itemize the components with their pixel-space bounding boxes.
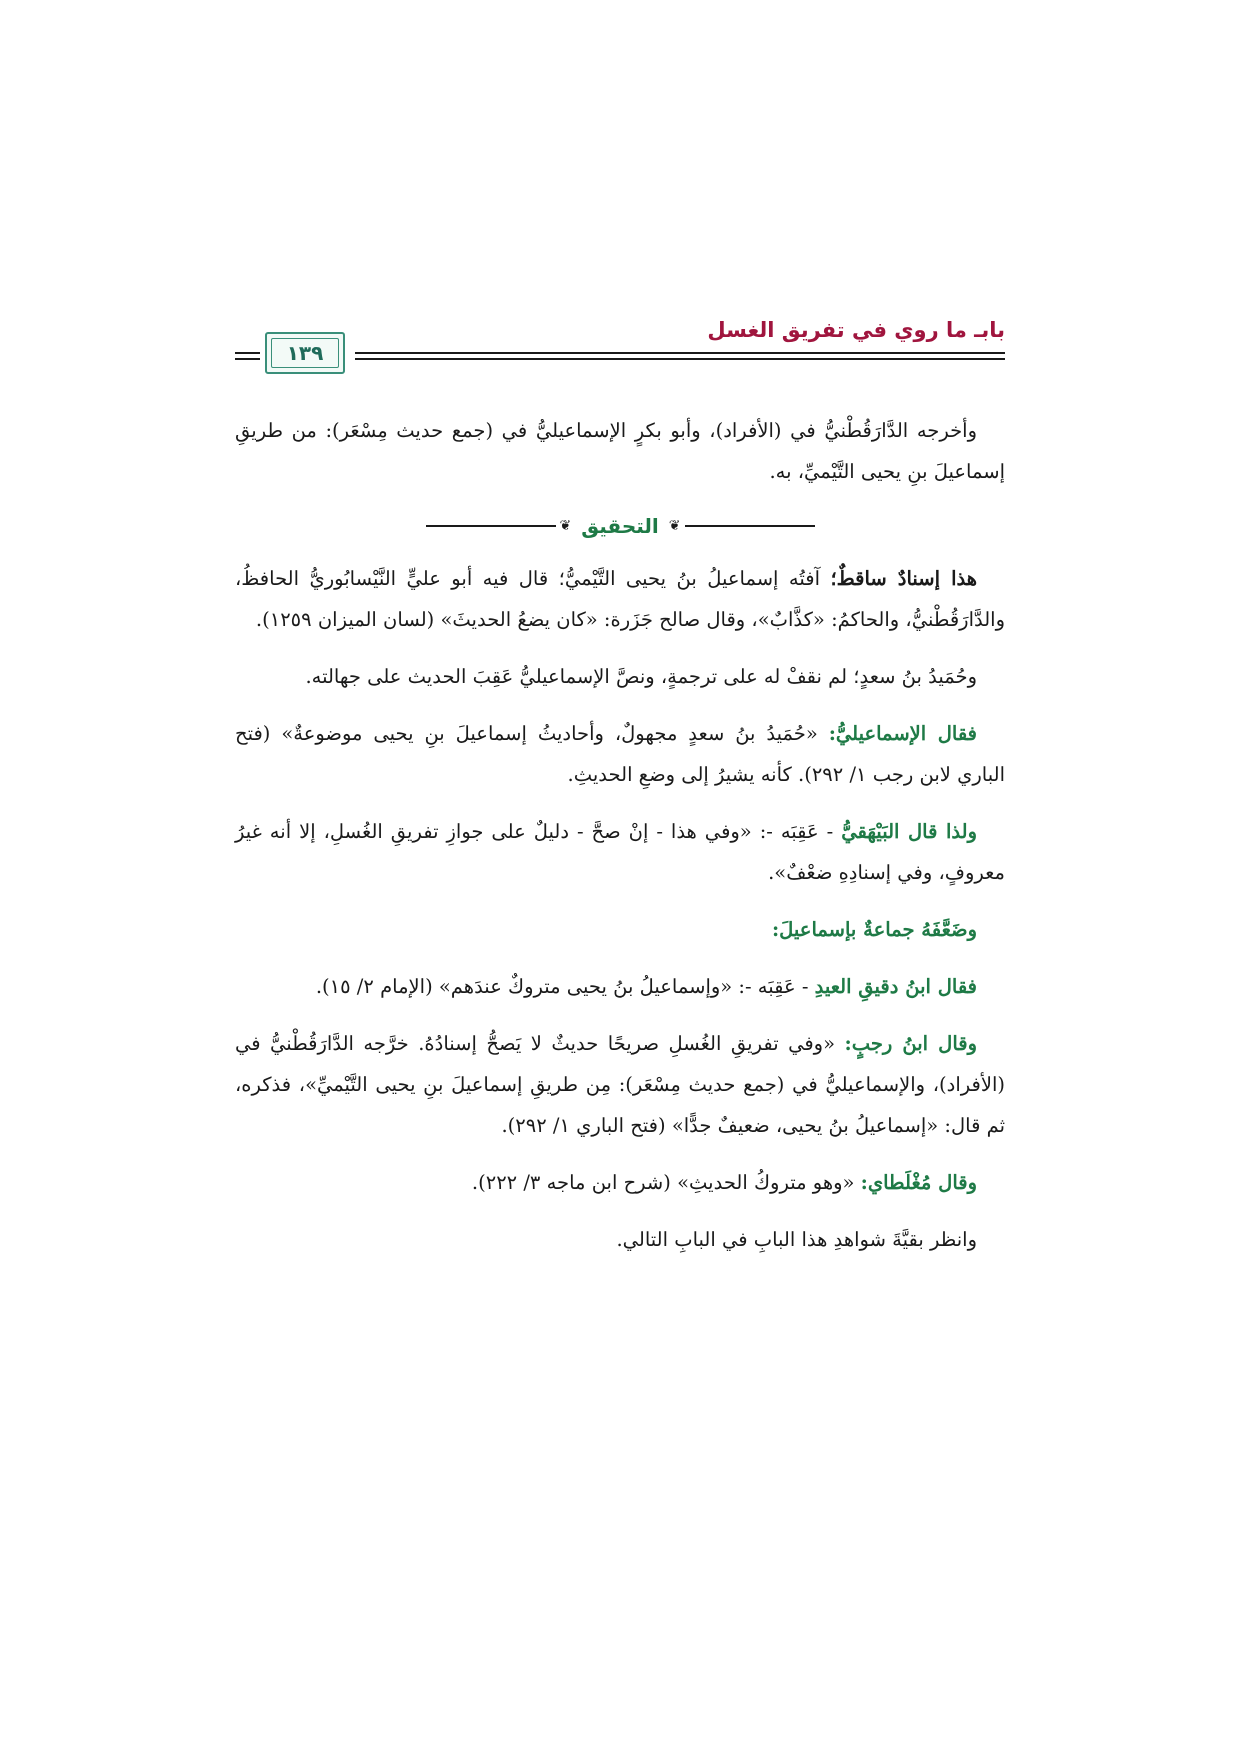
paragraph-ibn-rajab: [235, 1023, 1005, 1146]
page-body: [235, 410, 1005, 1276]
paragraph-lead: هذا إسنادٌ ساقطٌ؛: [830, 567, 978, 590]
paragraph-lead: وقال مُغْلَطاي:: [860, 1171, 977, 1194]
divider-line: [426, 525, 556, 527]
paragraph-isnad: [235, 558, 1005, 640]
ornament-icon: ❦: [559, 517, 572, 534]
paragraph-text: «حُمَيدُ بنُ سعدٍ مجهولٌ، وأحاديثُ إسماعيلَ بنِ يحيى موضوعةٌ» (فتح الباري لابن رجب ١/ ٢٩٢). كأنه يشيرُ إلى وضعِ الحديثِ.: [235, 722, 1005, 786]
paragraph-text: «وهو متروكُ الحديثِ» (شرح ابن ماجه ٣/ ٢٢٢).: [471, 1171, 861, 1194]
paragraph-ismaili: [235, 713, 1005, 795]
paragraph-text: آفتُه إسماعيلُ بنُ يحيى التَّيْميُّ؛ قال فيه أبو عليٍّ النَّيْسابُوريُّ الحافظُ، والدَّارَقُطْنيُّ، والحاكمُ: «كذَّابٌ»، وقال صالح جَزَرة: «كان يضعُ الحديثَ» (لسان الميزان ١٢٥٩).: [235, 567, 1005, 631]
paragraph-lead: ولذا قال البَيْهَقيُّ: [841, 820, 977, 843]
ornament-icon: ❦: [668, 517, 681, 534]
header-rule-line: [355, 358, 1005, 360]
header-rule-line: [235, 352, 260, 354]
paragraph-takhrij: وأخرجه الدَّارَقُطْنيُّ في (الأفراد)، وأبو بكرٍ الإسماعيليُّ في (جمع حديث مِسْعَر): من طريقِ إسماعيلَ بنِ يحيى التَّيْميِّ، به.: [235, 419, 1005, 483]
page-header: [235, 318, 1005, 374]
section-title: التحقيق: [581, 513, 659, 538]
paragraph-humaid: وحُمَيدُ بنُ سعدٍ؛ لم نقفْ له على ترجمةٍ، ونصَّ الإسماعيليُّ عَقِبَ الحديث على جهالته.: [305, 665, 977, 688]
paragraph-text: - عَقِبَه -: «وإسماعيلُ بنُ يحيى متروكٌ عندَهم» (الإمام ٢/ ١٥).: [315, 975, 815, 998]
paragraph-mughlatai: [235, 1162, 1005, 1203]
subheading: وضَعَّفَهُ جماعةٌ بإسماعيلَ:: [771, 918, 977, 941]
paragraph-lead: وقال ابنُ رجبٍ:: [844, 1032, 978, 1055]
paragraph-ibn-daqiq: [235, 966, 1005, 1007]
header-rule-line: [235, 358, 260, 360]
header-rule-line: [355, 352, 1005, 354]
paragraph-text: «وفي تفريقِ الغُسلِ صريحًا حديثٌ لا يَصحُّ إسنادُهُ. خرَّجه الدَّارَقُطْنيُّ في (الأفراد)، والإسماعيليُّ في (جمع حديث مِسْعَر): مِن طريقِ إسماعيلَ بنِ يحيى التَّيْميِّ»، فذكره، ثم قال: «إسماعيلُ بنُ يحيى، ضعيفٌ جدًّا» (فتح الباري ١/ ٢٩٢).: [235, 1032, 1005, 1137]
chapter-title: بابـ ما روي في تفريق الغسل: [707, 318, 1005, 342]
page-number-badge: [265, 332, 345, 374]
paragraph-lead: فقال الإسماعيليُّ:: [828, 722, 978, 745]
paragraph-lead: فقال ابنُ دقيقِ العيدِ: [814, 975, 977, 998]
paragraph-bayhaqi: [235, 811, 1005, 893]
page-number: ١٣٩: [286, 341, 324, 365]
divider-line: [685, 525, 815, 527]
section-divider: [235, 508, 1005, 544]
paragraph-text: - عَقِبَه -: «وفي هذا - إنْ صحَّ - دليلٌ على جوازِ تفريقِ الغُسلِ، إلا أنه غيرُ معروفٍ، وفي إسنادِهِ ضعْفٌ».: [235, 820, 1005, 884]
paragraph-see-next: وانظر بقيَّةَ شواهدِ هذا البابِ في البابِ التالي.: [616, 1228, 977, 1251]
header-double-rule: [235, 352, 1005, 362]
